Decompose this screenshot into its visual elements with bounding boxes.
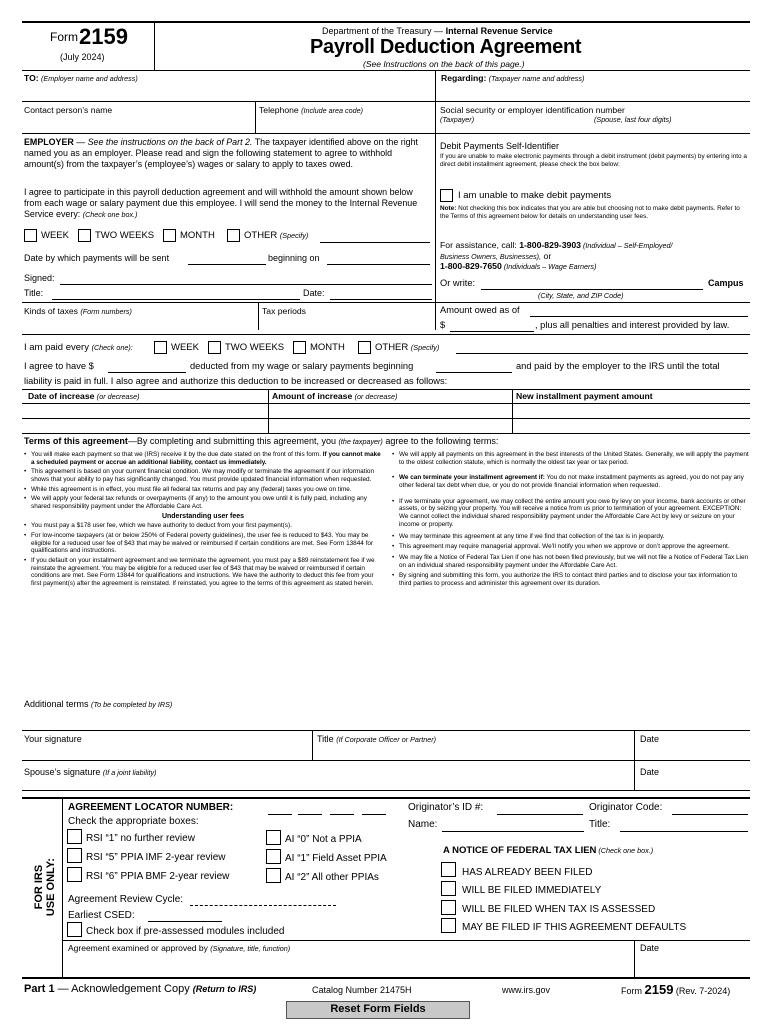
terms-right: [392, 451, 750, 590]
ai2-label: AI “2” All other PPIAs: [285, 872, 379, 883]
page-title: Payroll Deduction Agreement: [310, 36, 582, 58]
or-write-label: Or write:: [440, 278, 476, 288]
term-right-4: • This agreement may require managerial approval. We’ll notify you when we approve or don’t approve the agreement.: [392, 543, 750, 551]
employer-other-input[interactable]: [320, 242, 430, 243]
debit-note: Note: Not checking this box indicates that you are able but choosing not to make debit payments. Refer to the Terms of this agreement below for details on understanding user fees.: [440, 205, 740, 220]
beginning-on-label: beginning on: [268, 253, 320, 263]
irs-name-label: Name:: [408, 819, 438, 830]
check-boxes-label: Check the appropriate boxes:: [68, 816, 199, 827]
deduction-amount-input[interactable]: [108, 372, 186, 373]
date-sent-input[interactable]: [188, 264, 266, 265]
sig-date-label: Date: [640, 734, 660, 744]
originator-code-label: Originator Code:: [589, 802, 663, 813]
term-left-2: • While this agreement is in effect, you must file all federal tax returns and pay any (federal) taxes you owe on time.: [24, 486, 382, 494]
user-fees-heading: Understanding user fees: [161, 512, 245, 520]
lien4-checkbox[interactable]: [441, 918, 456, 933]
rsi1-checkbox[interactable]: [67, 829, 82, 844]
taxpayer-hint: (Taxpayer): [440, 115, 475, 124]
ai0-checkbox[interactable]: [266, 830, 281, 845]
assistance-text: For assistance, call: 1-800-829-3903 (Individual – Self-Employed/ Business Owners, Businesses), or 1-800-829-7650 (Individuals – Wage Earners): [440, 240, 673, 272]
locator-label: AGREEMENT LOCATOR NUMBER:: [68, 802, 234, 813]
agree-deduction-c: and paid by the employer to the IRS until the total: [516, 361, 720, 371]
term-right-1: • We can terminate your installment agreement if: You do not make installment payments as agreed, you do not pay any other federal tax debt when due, or you do not provide financial information when requested.: [392, 474, 750, 489]
contact-name-label: Contact person’s name: [24, 105, 113, 115]
employer-two-weeks-checkbox[interactable]: [78, 229, 91, 242]
employer-week-label: WEEK: [41, 230, 69, 241]
earliest-csed-label: Earliest CSED:: [68, 910, 135, 921]
rsi6-label: RSI “6” PPIA BMF 2-year review: [86, 871, 230, 882]
term-left-0: • You will make each payment so that we (IRS) receive it by the due date stated on the front of this form. If you cannot make a scheduled payment or accrue an additional liability, contact us immediately.: [24, 451, 382, 466]
tax-periods-label: Tax periods: [262, 306, 306, 316]
fee-2: • If you default on your installment agreement and we terminate the agreement, you must pay a $89 reinstatement fee if we reinstate the agreement. You may be eligible for a reduced user fee of $43 that may be waived or reimbursed if certain conditions are met. See Form 13844 for qualifications and instructions. We have the authority to deduct this fee from your first payment(s) after the agreement is reinstated. If reinstated, you agree to the terms of this agreement as stated herein.: [24, 557, 382, 588]
paid-other-checkbox[interactable]: [358, 341, 371, 354]
title-input[interactable]: [52, 299, 300, 300]
to-label: TO: (Employer name and address): [24, 73, 138, 83]
spouse-signature-label: Spouse’s signature (If a joint liability): [24, 767, 157, 777]
irs-url[interactable]: www.irs.gov: [502, 985, 551, 995]
employer-month-label: MONTH: [180, 230, 215, 241]
footer-part: Part 1 — Acknowledgement Copy (Return to IRS): [24, 983, 257, 995]
paid-month-checkbox[interactable]: [293, 341, 306, 354]
term-right-0: • We will apply all payments on this agreement in the best interests of the United States. Generally, we will apply the payment to the oldest collection statute, which is normally the oldest tax year or tax period.: [392, 451, 750, 466]
lien2-label: WILL BE FILED IMMEDIATELY: [462, 885, 602, 896]
paid-week-checkbox[interactable]: [154, 341, 167, 354]
irs-use-only-side: FOR IRS USE ONLY:: [32, 858, 57, 917]
amount-owed-input[interactable]: [450, 331, 534, 332]
rsi1-label: RSI “1” no further review: [86, 833, 195, 844]
campus-label: Campus: [708, 278, 744, 288]
lien3-label: WILL BE FILED WHEN TAX IS ASSESSED: [462, 904, 656, 915]
employer-week-checkbox[interactable]: [24, 229, 37, 242]
reset-form-button[interactable]: Reset Form Fields: [286, 1001, 470, 1019]
locator-seg-1[interactable]: [268, 814, 292, 815]
new-installment-header: New installment payment amount: [516, 391, 653, 401]
examined-date-label: Date: [640, 943, 660, 953]
locator-seg-3[interactable]: [330, 814, 354, 815]
locator-seg-4[interactable]: [362, 814, 386, 815]
signed-input[interactable]: [60, 284, 432, 285]
examined-label: Agreement examined or approved by (Signature, title, function): [68, 943, 291, 953]
term-right-3: • We may terminate this agreement at any time if we find that collection of the tax is in jeopardy.: [392, 533, 750, 541]
instructions-note: (See Instructions on the back of this page.): [363, 59, 525, 69]
campus-input[interactable]: [481, 289, 703, 290]
title-label: Title:: [24, 288, 44, 298]
ai1-label: AI “1” Field Asset PPIA: [285, 853, 387, 864]
paid-every-label: I am paid every (Check one):: [24, 342, 133, 353]
paid-other-label: OTHER (Specify): [375, 342, 440, 353]
debit-body: If you are unable to make electronic payments through a debit instrument (debit payments) by entering into a direct debit installment agreement, please check the box below:: [440, 153, 747, 168]
city-hint: (City, State, and ZIP Code): [538, 291, 624, 300]
amount-owed-date-input[interactable]: [530, 316, 748, 317]
preassessed-label: Check box if pre-assessed modules included: [86, 926, 285, 937]
employer-agree: I agree to participate in this payroll deduction agreement and will withhold the amount shown below from each wage or salary payment due this employee. I will send the money to the Internal Revenue Service every: (Check one box.): [24, 187, 418, 220]
employer-two-weeks-label: TWO WEEKS: [95, 230, 155, 241]
paid-two-weeks-label: TWO WEEKS: [225, 342, 285, 353]
paid-month-label: MONTH: [310, 342, 345, 353]
catalog-number: Catalog Number 21475H: [312, 985, 412, 995]
irs-title-label: Title:: [589, 819, 611, 830]
footer-form: Form 2159 (Rev. 7-2024): [621, 982, 731, 997]
penalties-text: , plus all penalties and interest provided by law.: [535, 320, 730, 330]
form-date: (July 2024): [60, 52, 105, 62]
spouse-date-label: Date: [640, 767, 660, 777]
irs-name-input[interactable]: [442, 831, 584, 832]
rsi5-checkbox[interactable]: [67, 848, 82, 863]
telephone-label: Telephone (Include area code): [259, 105, 363, 115]
date-sent-label: Date by which payments will be sent: [24, 253, 170, 263]
date-input[interactable]: [330, 299, 432, 300]
employer-other-label: OTHER (Specify): [244, 230, 309, 241]
agree-deduction-a: I agree to have $: [24, 361, 94, 371]
lien2-checkbox[interactable]: [441, 881, 456, 896]
agree-deduction-b: deducted from my wage or salary payments beginning: [190, 361, 414, 371]
terms-heading: Terms of this agreement—By completing and submitting this agreement, you (the taxpayer) agree to the following terms:: [24, 436, 499, 446]
regarding-label: Regarding: (Taxpayer name and address): [441, 73, 585, 83]
term-left-3: • We will apply your federal tax refunds or overpayments (if any) to the amount you owe until it is fully paid, including any shared responsibility payment under the Affordable Care Act.: [24, 495, 382, 510]
debit-title: Debit Payments Self-Identifier: [440, 141, 560, 151]
rsi5-label: RSI “5” PPIA IMF 2-year review: [86, 852, 226, 863]
lien-title: A NOTICE OF FEDERAL TAX LIEN (Check one box.): [443, 845, 654, 856]
kinds-of-taxes-label: Kinds of taxes (Form numbers): [24, 306, 132, 316]
paid-two-weeks-checkbox[interactable]: [208, 341, 221, 354]
employer-statement: EMPLOYER — See the instructions on the back of Part 2. The taxpayer identified above on the right named you as an employer. Please read and sign the following statement to agree to withhold amount(s) from the taxpayer’s (employee’s) wages or salary to apply to taxes owed.: [24, 137, 419, 170]
term-right-5: • We may file a Notice of Federal Tax Lien if one has not been filed previously, but we will not file a Notice of Federal Tax Lien on an individual shared responsibility payment under the Affordable Care Act.: [392, 554, 750, 569]
lien1-label: HAS ALREADY BEEN FILED: [462, 867, 593, 878]
department: Department of the Treasury — Internal Revenue Service: [322, 26, 553, 36]
paid-other-input[interactable]: [456, 353, 748, 354]
amount-increase-header: Amount of increase (or decrease): [272, 391, 398, 401]
agree-deduction-d: liability is paid in full. I also agree and authorize this deduction to be increased or decreased as follows:: [24, 376, 448, 386]
sig-title-label: Title (If Corporate Officer or Partner): [317, 734, 437, 744]
locator-seg-2[interactable]: [298, 814, 322, 815]
ai2-checkbox[interactable]: [266, 868, 281, 883]
rsi6-checkbox[interactable]: [67, 867, 82, 882]
ssn-label: Social security or employer identification number: [440, 105, 625, 115]
terms-left: [24, 451, 382, 590]
paid-week-label: WEEK: [171, 342, 199, 353]
ai0-label: AI “0” Not a PPIA: [285, 834, 362, 845]
lien1-checkbox[interactable]: [441, 862, 456, 877]
term-right-2: • If we terminate your agreement, we may collect the entire amount you owe by levy on your income, bank accounts or other assets, or by seizing your property. You will receive a notice from us prior to termination of your agreement. EXCEPTION: We cannot collect the individual shared responsibility payment under the Affordable Care Act by levy or seizure on your income or property.: [392, 498, 750, 529]
debit-checkbox-label: I am unable to make debit payments: [458, 190, 612, 201]
lien3-checkbox[interactable]: [441, 900, 456, 915]
beginning-on-input[interactable]: [327, 264, 430, 265]
deduction-begin-input[interactable]: [436, 372, 512, 373]
lien4-label: MAY BE FILED IF THIS AGREEMENT DEFAULTS: [462, 922, 687, 933]
term-left-1: • This agreement is based on your current financial condition. We may modify or terminate the agreement if our information shows that your ability to pay has significantly changed. You must provide updated financial information when requested.: [24, 468, 382, 483]
date-label: Date:: [303, 288, 325, 298]
form-label: Form: [50, 30, 78, 44]
originator-id-input[interactable]: [497, 814, 583, 815]
form-number: 2159: [79, 24, 128, 49]
dollar-sign: $: [440, 320, 446, 330]
amount-owed-label: Amount owed as of: [440, 305, 520, 315]
employer-month-checkbox[interactable]: [163, 229, 176, 242]
review-cycle-input[interactable]: [190, 905, 336, 906]
originator-code-input[interactable]: [672, 814, 748, 815]
irs-title-input[interactable]: [620, 831, 748, 832]
debit-checkbox[interactable]: [440, 189, 453, 202]
your-signature-label: Your signature: [24, 734, 82, 744]
term-right-6: • By signing and submitting this form, you authorize the IRS to contact third parties and to disclose your tax information to third parties to process and administer this agreement over its duration.: [392, 572, 750, 587]
fee-0: • You must pay a $178 user fee, which we have authority to deduct from your first payment(s).: [24, 522, 382, 530]
originator-id-label: Originator’s ID #:: [408, 802, 484, 813]
spouse-hint: (Spouse, last four digits): [594, 115, 672, 124]
review-cycle-label: Agreement Review Cycle:: [68, 894, 184, 905]
fee-1: • For low-income taxpayers (at or below 250% of Federal poverty guidelines), the user fee is reduced to $43. You may be eligible for a reduced user fee of $43 that may be waived or reimbursed if certain conditions are met. See Form 13844 for qualifications and instructions.: [24, 532, 382, 555]
ai1-checkbox[interactable]: [266, 849, 281, 864]
earliest-csed-input[interactable]: [148, 921, 222, 922]
signed-label: Signed:: [24, 273, 55, 283]
additional-terms-label: Additional terms (To be completed by IRS): [24, 699, 173, 709]
date-increase-header: Date of increase (or decrease): [28, 391, 140, 401]
employer-other-checkbox[interactable]: [227, 229, 240, 242]
preassessed-checkbox[interactable]: [67, 922, 82, 937]
